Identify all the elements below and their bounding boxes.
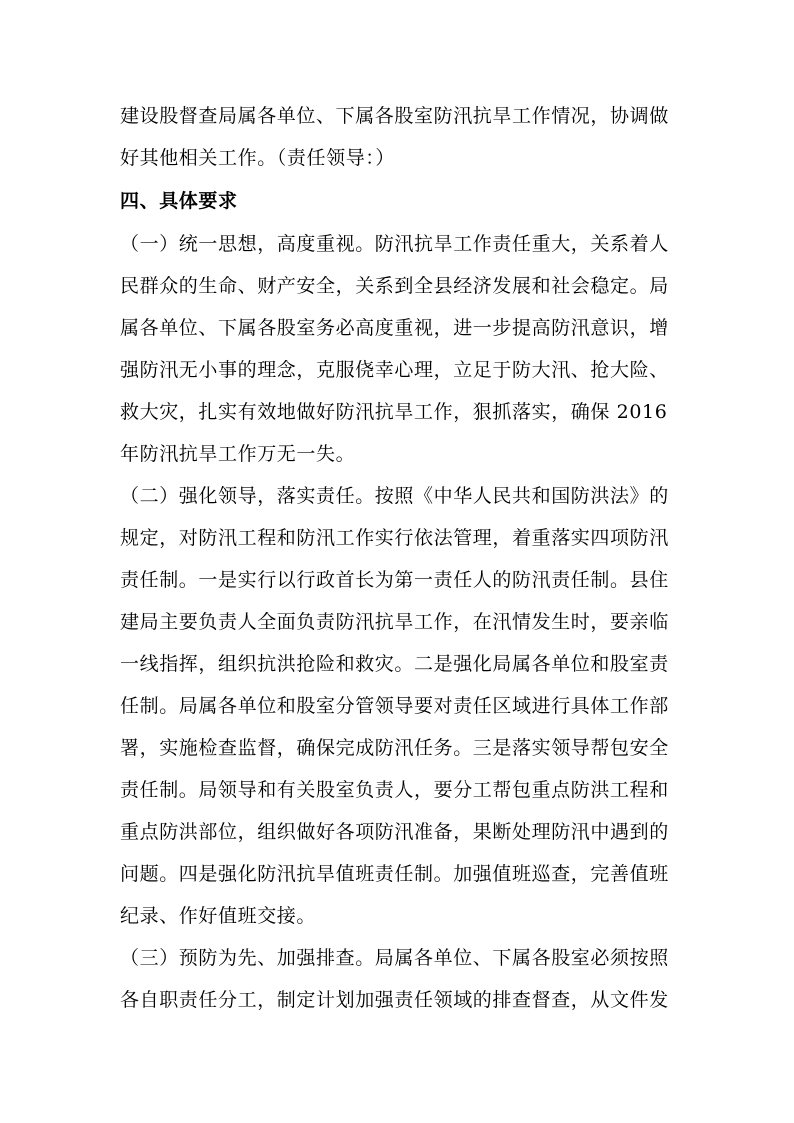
body-text-line: 救大灾，扎实有效地做好防汛抗旱工作，狠抓落实，确保 2016	[120, 401, 668, 423]
body-text-line: 民群众的生命、财产安全，关系到全县经济发展和社会稳定。局	[120, 275, 669, 297]
body-text-line: （一）统一思想，高度重视。防汛抗旱工作责任重大，关系着人	[120, 233, 669, 255]
body-text-line: 责任制。一是实行以行政首长为第一责任人的防汛责任制。县住	[120, 569, 669, 591]
body-text-line: 任制。局属各单位和股室分管领导要对责任区域进行具体工作部	[120, 695, 669, 717]
body-text-line: 建局主要负责人全面负责防汛抗旱工作，在汛情发生时，要亲临	[120, 611, 669, 633]
body-text-line: 年防汛抗旱工作万无一失。	[120, 443, 356, 465]
body-text-line: （二）强化领导，落实责任。按照《中华人民共和国防洪法》的	[120, 485, 669, 507]
body-text-line: 好其他相关工作。（责任领导：）	[120, 147, 396, 169]
body-text-line: 规定，对防汛工程和防汛工作实行依法管理，着重落实四项防汛	[120, 527, 669, 549]
body-text-line: 纪录、作好值班交接。	[120, 905, 317, 927]
section-heading: 四、具体要求	[120, 190, 238, 212]
body-text-line: 各自职责任分工，制定计划加强责任领域的排查督查，从文件发	[120, 989, 669, 1011]
body-text-line: 责任制。局领导和有关股室负责人，要分工帮包重点防洪工程和	[120, 779, 669, 801]
body-text-line: 一线指挥，组织抗洪抢险和救灾。二是强化局属各单位和股室责	[120, 653, 669, 675]
body-text-line: （三）预防为先、加强排查。局属各单位、下属各股室必须按照	[120, 947, 669, 969]
body-text-line: 重点防洪部位，组织做好各项防汛准备，果断处理防汛中遇到的	[120, 821, 669, 843]
body-text-line: 属各单位、下属各股室务必高度重视，进一步提高防汛意识，增	[120, 317, 669, 339]
body-text-line: 署，实施检查监督，确保完成防汛任务。三是落实领导帮包安全	[120, 737, 669, 759]
body-text-line: 强防汛无小事的理念，克服侥幸心理，立足于防大汛、抢大险、	[120, 359, 669, 381]
body-text-line: 问题。四是强化防汛抗旱值班责任制。加强值班巡查，完善值班	[120, 863, 669, 885]
body-text-line: 建设股督查局属各单位、下属各股室防汛抗旱工作情况，协调做	[120, 105, 669, 127]
